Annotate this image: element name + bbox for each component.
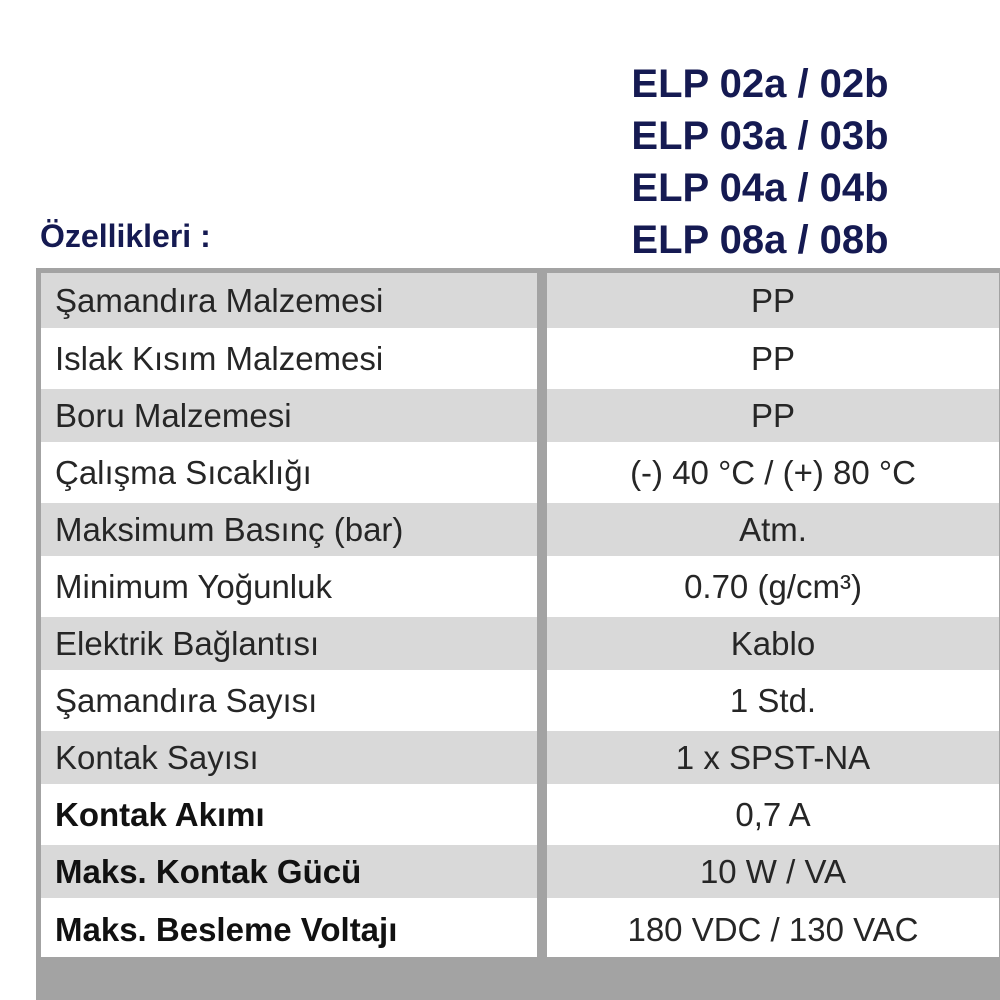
spec-label: Şamandıra Sayısı (41, 672, 537, 729)
spec-value: 0,7 A (547, 786, 999, 843)
spec-value: 0.70 (g/cm³) (547, 558, 999, 615)
spec-table (41, 273, 999, 957)
table-row (41, 729, 999, 786)
table-row (41, 786, 999, 843)
column-divider (537, 615, 547, 672)
spec-value: Atm. (547, 501, 999, 558)
table-row (41, 444, 999, 501)
spec-label: Çalışma Sıcaklığı (41, 444, 537, 501)
model-list (590, 58, 930, 266)
spec-value: PP (547, 387, 999, 444)
spec-label: Maks. Besleme Voltajı (41, 900, 537, 957)
spec-label: Maks. Kontak Gücü (41, 843, 537, 900)
spec-label: Kontak Akımı (41, 786, 537, 843)
spec-label: Minimum Yoğunluk (41, 558, 537, 615)
model-name: ELP 04a / 04b (631, 166, 889, 210)
table-row (41, 273, 999, 330)
spec-label: Islak Kısım Malzemesi (41, 330, 537, 387)
spec-label: Şamandıra Malzemesi (41, 273, 537, 330)
table-row (41, 672, 999, 729)
spec-label: Maksimum Basınç (bar) (41, 501, 537, 558)
model-name: ELP 02a / 02b (631, 62, 889, 106)
spec-value: PP (547, 273, 999, 330)
table-row (41, 330, 999, 387)
section-title: Özellikleri : (40, 218, 211, 254)
column-divider (537, 558, 547, 615)
column-divider (537, 501, 547, 558)
model-name: ELP 08a / 08b (631, 218, 889, 262)
spec-label: Elektrik Bağlantısı (41, 615, 537, 672)
spec-label: Boru Malzemesi (41, 387, 537, 444)
table-row (41, 843, 999, 900)
column-divider (537, 273, 547, 330)
column-divider (537, 900, 547, 957)
model-name: ELP 03a / 03b (631, 114, 889, 158)
spec-value: 180 VDC / 130 VAC (547, 900, 999, 957)
column-divider (537, 387, 547, 444)
spec-label: Kontak Sayısı (41, 729, 537, 786)
column-divider (537, 672, 547, 729)
column-divider (537, 843, 547, 900)
spec-value: 1 Std. (547, 672, 999, 729)
column-divider (537, 444, 547, 501)
table-row (41, 558, 999, 615)
table-row (41, 900, 999, 957)
spec-value: PP (547, 330, 999, 387)
spec-value: (-) 40 °C / (+) 80 °C (547, 444, 999, 501)
spec-value: Kablo (547, 615, 999, 672)
column-divider (537, 729, 547, 786)
spec-value: 10 W / VA (547, 843, 999, 900)
table-row (41, 501, 999, 558)
spec-value: 1 x SPST-NA (547, 729, 999, 786)
column-divider (537, 786, 547, 843)
spec-table-frame (36, 268, 1000, 1000)
table-row (41, 387, 999, 444)
column-divider (537, 330, 547, 387)
table-row (41, 615, 999, 672)
